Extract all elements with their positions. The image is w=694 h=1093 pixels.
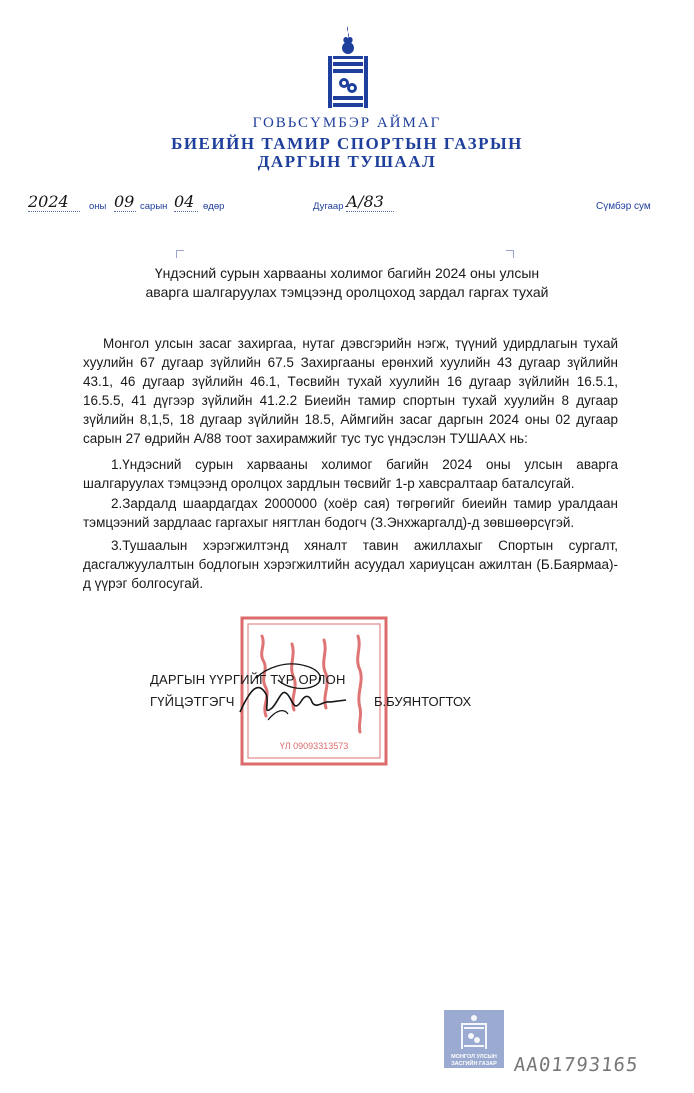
handwritten-signature	[236, 650, 356, 740]
date-month: 09	[114, 192, 135, 211]
subject-corner-left	[176, 250, 184, 258]
signatory-title-line-1: ДАРГЫН ҮҮРГИЙГ ТҮР ОРЛОН	[150, 672, 346, 687]
logo-text-line-1: МОНГОЛ УЛСЫН	[451, 1054, 497, 1060]
document-type: ДАРГЫН ТУШААЛ	[257, 152, 437, 171]
date-year: 2024	[28, 192, 80, 212]
order-item-1: 1.Үндэсний сурын харвааны холимог багийн 2024 оны улсын аварга шалгаруулах тэмцээнд оролцох зардлын төсвийг 1-р хавсралтаар баталсугай.	[83, 457, 618, 491]
subject-line-2: аварга шалгаруулах тэмцээнд оролцоход зардал гаргах тухай	[145, 284, 549, 300]
date-day-suffix: өдөр	[203, 201, 225, 212]
logo-text-line-2: ЗАСГИЙН ГАЗАР	[451, 1061, 497, 1067]
date-year-suffix: оны	[89, 201, 107, 212]
government-logo	[444, 1010, 504, 1068]
soyombo-small-icon	[444, 1010, 504, 1068]
document-number: А/83	[346, 192, 394, 212]
organization-name: БИЕИЙН ТАМИР СПОРТЫН ГАЗРЫН	[171, 134, 523, 153]
number-label: Дугаар	[313, 201, 344, 212]
date-day: 04	[174, 192, 198, 212]
date-line	[28, 192, 668, 214]
aimag-name: ГОВЬСҮМБЭР АЙМАГ	[252, 115, 442, 131]
order-item-3: 3.Тушаалын хэрэгжилтэнд хяналт тавин ажиллахыг Спортын сургалт, дасгалжуулалтын бодлогын хэрэгжилтийн асуудал хариуцсан ажилтан (Б.Баярмаа)-д үүрэг болгосугай.	[83, 538, 618, 591]
subject-corner-right	[506, 250, 514, 258]
stamp-number: ҮЛ 09093313573	[279, 741, 349, 751]
order-item-2: 2.Зардалд шаардагдах 2000000 (хоёр сая) төгрөгийг биеийн тамир уралдаан тэмцээний зардлаас гаргахыг нягтлан бодогч (З.Энхжаргалд)-д зөвшөөрсүгэй.	[83, 496, 618, 530]
soyombo-emblem-icon	[325, 26, 371, 110]
signatory-name: Б.БУЯНТОГТОХ	[374, 694, 472, 709]
signatory-title-line-2: ГҮЙЦЭТГЭГЧ	[150, 694, 235, 709]
document-serial-number: AA01793165	[512, 1054, 640, 1076]
subject-line-1: Үндэсний сурын харвааны холимог багийн 2024 оны улсын	[154, 265, 540, 281]
document-subject	[40, 264, 654, 302]
preamble-paragraph: Монгол улсын засаг захиргаа, нутаг дэвсгэрийн нэгж, түүний удирдлагын тухай хуулийн 67 дугаар зүйлийн 67.5 Захиргааны ерөнхий хуулийн 43 дугаар зүйлийн 43.1, 46 дугаар зүйлийн 46.1, Төсвийн тухай хуулийн 16 дугаар зүйлийн 16.5.1, 16.5.5, 41 дүгээр зүйлийн 41.2.2 Биеийн тамир спортын тухай хуулийн 8 дугаар зүйлийн 8,1,5, 18 дугаар зүйлийн 18.5, Аймгийн засаг даргын 2024 оны 02 дугаар сарын 27 өдрийн А/88 тоот захирамжийг тус тус үндэслэн ТУШААХ нь:	[83, 336, 618, 446]
date-month-suffix: сарын	[140, 201, 168, 212]
place-name: Сүмбэр сум	[596, 201, 651, 212]
